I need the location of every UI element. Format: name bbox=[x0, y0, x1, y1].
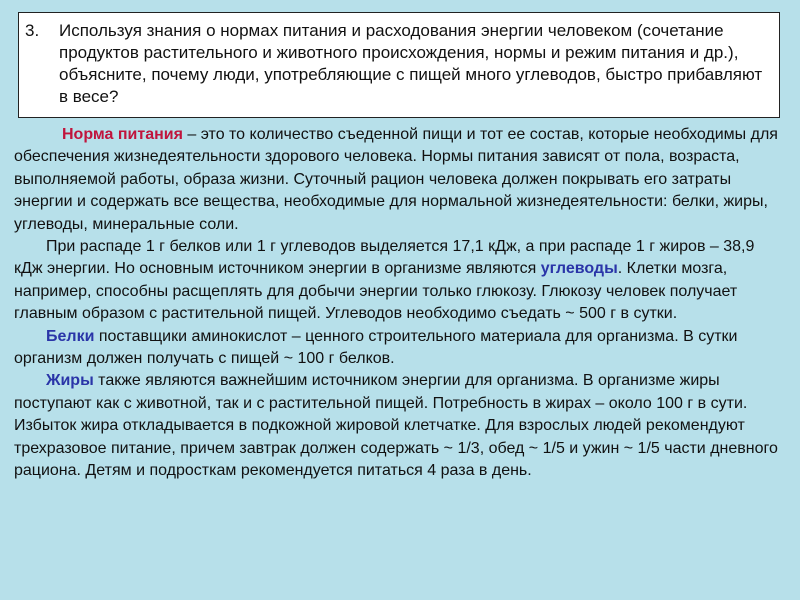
paragraph-nutrition-norm bbox=[14, 124, 786, 236]
question-box bbox=[18, 12, 780, 118]
term-fats: Жиры bbox=[46, 372, 94, 390]
paragraph-text: поставщики аминокислот – ценного строительного материала для организма. В сутки организм должен получать с пищей ~ 100 г белков. bbox=[14, 327, 738, 368]
paragraph-text: При распаде 1 г белков или 1 г углеводов выделяется 17,1 кДж, а при распаде 1 г жиров – 38,9 кДж энергии. Но основным источником энергии в организме являются bbox=[14, 238, 755, 278]
question-text: Используя знания о нормах питания и расходования энергии человеком (сочетание продуктов растительного и животного происхождения, нормы и режим питания и др.), объясните, почему люди, употребляющие с пищей много углеводов, быстро прибавляют в весе? bbox=[59, 21, 763, 106]
paragraph-energy bbox=[14, 236, 786, 326]
paragraph-text: . Клетки мозга, например, способны расщеплять для добычи энергии только глюкозу. Глюкозу человек получает главным образом с растительной пищей. Углеводов необходимо съедать ~ 500 г в сутки. bbox=[14, 260, 738, 323]
paragraph-text: также являются важнейшим источником энергии для организма. В организме жиры поступают как с животной, так и с растительной пищей. Потребность в жирах – около 100 г в сути. Избыток жира откладывается в подкожной жировой клетчатке. Для взрослых людей рекомендуют трехразовое питание, причем завтрак должен содержать ~ 1/3, обед ~ 1/5 и ужин ~ 1/5 части дневного рациона. Детям и подросткам рекомендуется питаться 4 раза в день. bbox=[14, 372, 778, 480]
answer-text bbox=[14, 124, 786, 483]
term-proteins: Белки bbox=[46, 327, 95, 345]
paragraph-fats bbox=[14, 370, 786, 482]
paragraph-text: – это то количество съеденной пищи и тот ее состав, которые необходимы для обеспечения жизнедеятельности здорового человека. Нормы питания зависят от пола, возраста, выполняемой работы, образа жизни. Суточный рацион человека должен покрывать его затраты энергии и содержать все вещества, необходимые для нормальной жизнедеятельности: белки, жиры, углеводы, минеральные соли. bbox=[14, 126, 778, 233]
question-number: 3. bbox=[25, 21, 40, 40]
term-carbohydrates: углеводы bbox=[540, 260, 618, 278]
term-nutrition-norm: Норма питания bbox=[62, 126, 183, 143]
paragraph-proteins bbox=[14, 326, 786, 371]
